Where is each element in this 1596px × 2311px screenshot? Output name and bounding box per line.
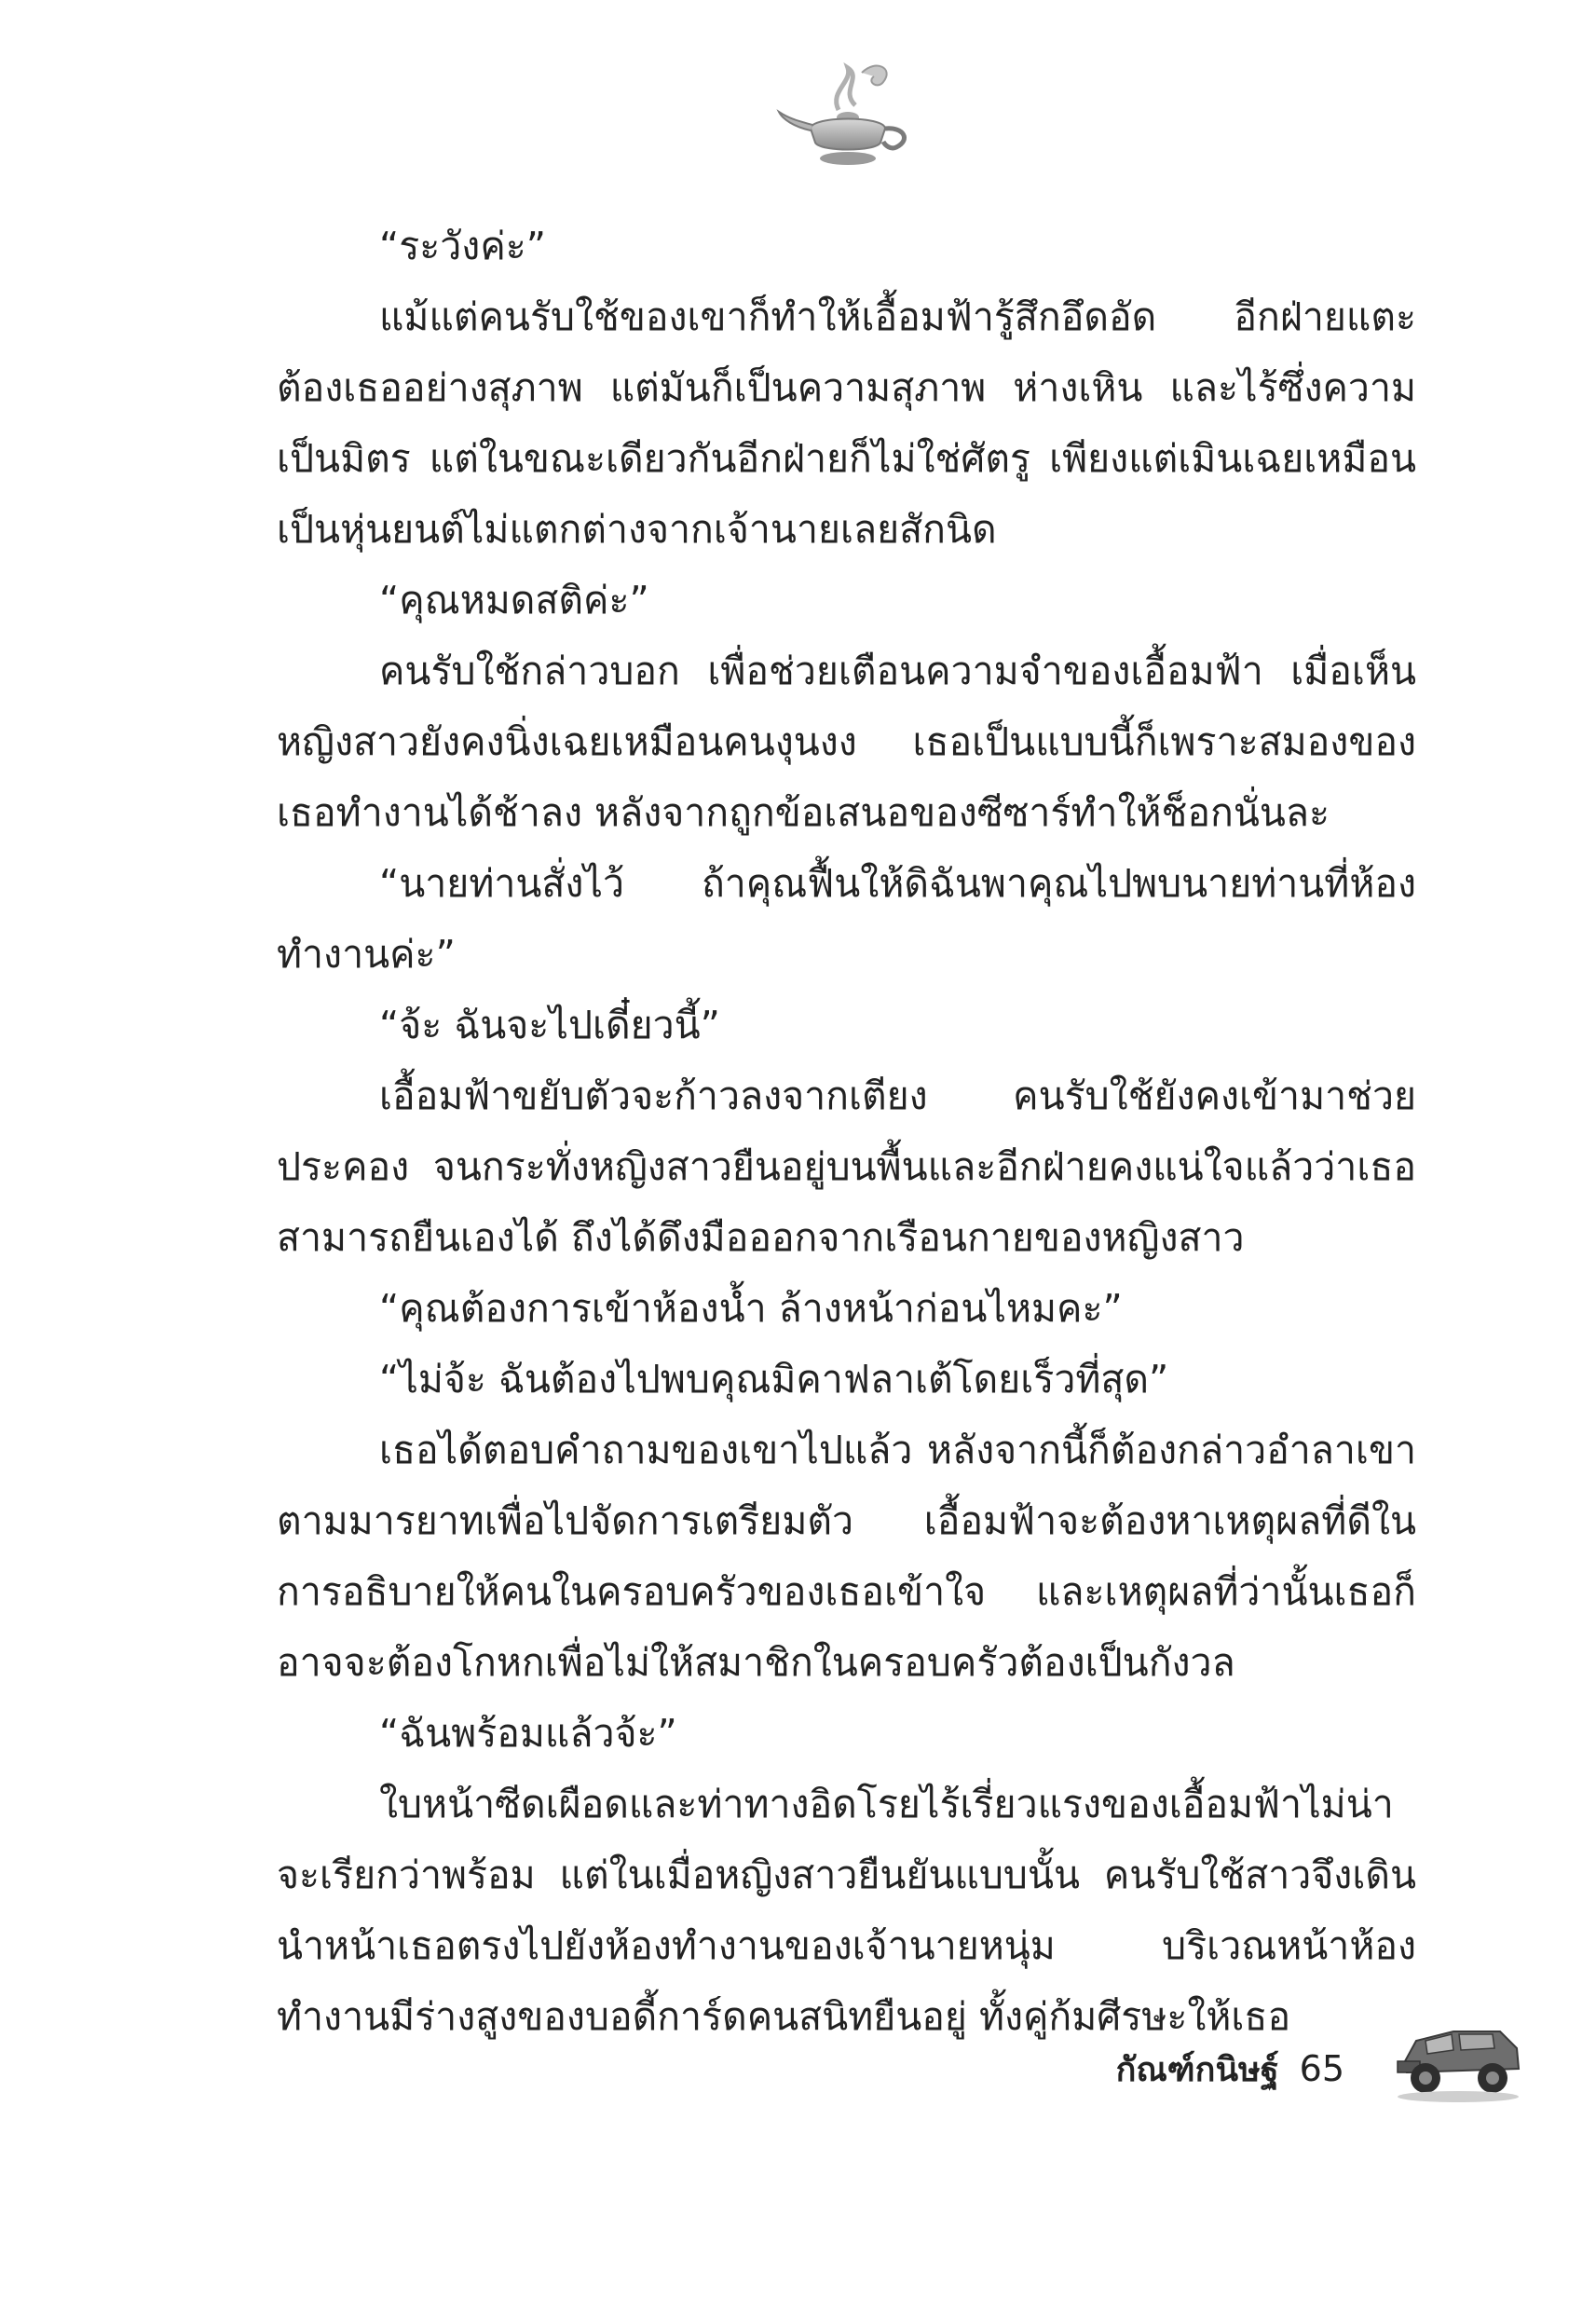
paragraph: “คุณหมดสติค่ะ”: [379, 578, 649, 622]
page-number: 65: [1299, 2048, 1344, 2089]
paragraph: “ฉันพร้อมแล้วจ้ะ”: [379, 1711, 677, 1756]
magic-lamp-icon: [773, 54, 922, 175]
paragraph: “นายท่านสั่งไว้ ถ้าคุณฟื้นให้ดิฉันพาคุณไปพบนายท่านที่ห้องทำงานค่ะ”: [277, 861, 1416, 977]
jeep-icon: [1388, 2003, 1528, 2106]
paragraph: ใบหน้าซีดเผือดและท่าทางอิดโรยไร้เรี่ยวแรงของเอื้อมฟ้าไม่น่าจะเรียกว่าพร้อม แต่ในเมื่อหญิงสาวยืนยันแบบนั้น คนรับใช้สาวจึงเดินนำหน้าเธอตรงไปยังห้องทำงานของเจ้านายหนุ่ม บริเวณหน้าห้องทำงานมีร่างสูงของบอดี้การ์ดคนสนิทยืนอยู่ ทั้งคู่ก้มศีรษะให้เธอ: [277, 1782, 1416, 2039]
page-footer: [1116, 2043, 1344, 2096]
paragraph: คนรับใช้กล่าวบอก เพื่อช่วยเตือนความจำของเอื้อมฟ้า เมื่อเห็นหญิงสาวยังคงนิ่งเฉยเหมือนคนงุนงง เธอเป็นแบบนี้ก็เพราะสมองของเธอทำงานได้ช้าลง หลังจากถูกข้อเสนอของซีซาร์ทำให้ช็อกนั่นละ: [277, 649, 1416, 835]
paragraph: เอื้อมฟ้าขยับตัวจะก้าวลงจากเตียง คนรับใช้ยังคงเข้ามาช่วยประคอง จนกระทั่งหญิงสาวยืนอยู่บนพื้นและอีกฝ่ายคงแน่ใจแล้วว่าเธอสามารถยืนเองได้ ถึงได้ดึงมือออกจากเรือนกายของหญิงสาว: [277, 1073, 1416, 1260]
paragraph: “ไม่จ้ะ ฉันต้องไปพบคุณมิคาฟลาเต้โดยเร็วที่สุด”: [379, 1357, 1169, 1402]
paragraph: “จ้ะ ฉันจะไปเดี๋ยวนี้”: [379, 1003, 720, 1047]
paragraph: แม้แต่คนรับใช้ของเขาก็ทำให้เอื้อมฟ้ารู้สึกอึดอัด อีกฝ่ายแตะต้องเธออย่างสุภาพ แต่มันก็เป็นความสุภาพ ห่างเหิน และไร้ซึ่งความเป็นมิตร แต่ในขณะเดียวกันอีกฝ่ายก็ไม่ใช่ศัตรู เพียงแต่เมินเฉยเหมือนเป็นหุ่นยนต์ไม่แตกต่างจากเจ้านายเลยสักนิด: [277, 294, 1416, 552]
body-text: [277, 211, 1416, 2052]
book-title: กัณฑ์กนิษฐ์: [1115, 2051, 1279, 2089]
paragraph: “คุณต้องการเข้าห้องน้ำ ล้างหน้าก่อนไหมคะ”: [379, 1286, 1123, 1331]
paragraph: เธอได้ตอบคำถามของเขาไปแล้ว หลังจากนี้ก็ต้องกล่าวอำลาเขาตามมารยาทเพื่อไปจัดการเตรียมตัว เอื้อมฟ้าจะต้องหาเหตุผลที่ดีในการอธิบายให้คนในครอบครัวของเธอเข้าใจ และเหตุผลที่ว่านั้นเธอก็อาจจะต้องโกหกเพื่อไม่ให้สมาชิกในครอบครัวต้องเป็นกังวล: [277, 1428, 1416, 1685]
paragraph: “ระวังค่ะ”: [379, 224, 547, 268]
